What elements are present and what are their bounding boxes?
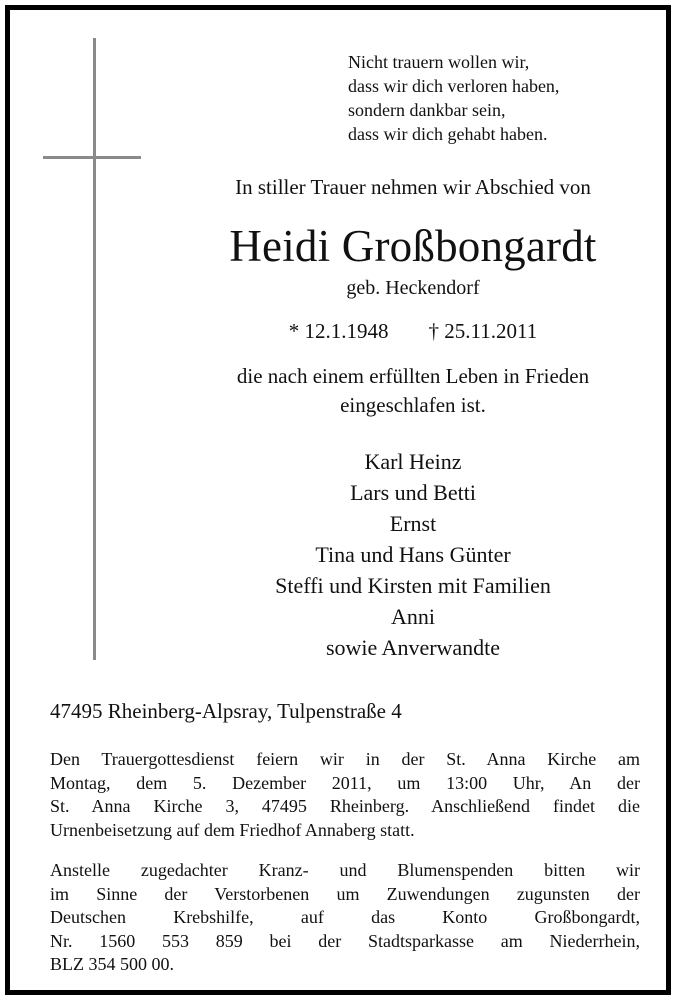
mourner-entry: Tina und Hans Günter (315, 542, 511, 567)
mourner-entry: Karl Heinz (364, 449, 462, 474)
intro-text: In stiller Trauer nehmen wir Abschied von (235, 175, 591, 199)
donation-line: BLZ 354 500 00. (50, 954, 174, 974)
mourner-entry: Steffi und Kirsten mit Familien (275, 573, 551, 598)
service-line: St. Anna Kirche 3, 47495 Rheinberg. Anschließend findet die (50, 796, 640, 816)
mourner-entry: Ernst (389, 511, 437, 536)
death-date: † 25.11.2011 (428, 319, 538, 343)
family-address: 47495 Rheinberg-Alpsray, Tulpenstraße 4 (50, 699, 402, 723)
mourner-entry: Lars und Betti (350, 480, 476, 505)
service-line: Den Trauergottesdienst feiern wir in der St. Anna Kirche am (50, 749, 640, 769)
life-dates (163, 316, 663, 346)
peace-text (163, 362, 663, 420)
donation-line: im Sinne der Verstorbenen um Zuwendungen zugunsten der (50, 883, 640, 904)
donation-line: Nr. 1560 553 859 bei der Stadtsparkasse am Niederrhein, (50, 930, 640, 951)
service-paragraph (50, 748, 640, 842)
poem-line: sondern dankbar sein, (348, 100, 506, 120)
mourners-list (163, 446, 663, 663)
peace-text-line: die nach einem erfüllten Leben in Frieden (236, 364, 590, 388)
donation-line: Deutschen Krebshilfe, auf das Konto Großbongardt, (50, 907, 640, 927)
deceased-name: Heidi Großbongardt (229, 221, 597, 271)
mourner-entry: Anni (391, 604, 435, 629)
poem-line: Nicht trauern wollen wir, (348, 52, 530, 72)
poem (348, 50, 559, 146)
donation-paragraph (50, 859, 640, 977)
mourner-entry: sowie Anverwandte (325, 635, 501, 660)
poem-line: dass wir dich verloren haben, (348, 76, 560, 96)
service-line: Montag, dem 5. Dezember 2011, um 13:00 Uhr, An der (50, 772, 640, 793)
obituary-notice (5, 5, 671, 995)
cross-icon-vertical-bar (93, 38, 96, 660)
peace-text-line: eingeschlafen ist. (340, 393, 486, 417)
donation-line: Anstelle zugedachter Kranz- und Blumenspenden bitten wir (50, 860, 640, 880)
cross-icon-horizontal-bar (43, 156, 141, 159)
poem-line: dass wir dich gehabt haben. (348, 124, 548, 144)
service-line: Urnenbeisetzung auf dem Friedhof Annaberg statt. (50, 819, 415, 840)
maiden-name: geb. Heckendorf (346, 277, 480, 299)
birth-date: * 12.1.1948 (288, 319, 389, 343)
